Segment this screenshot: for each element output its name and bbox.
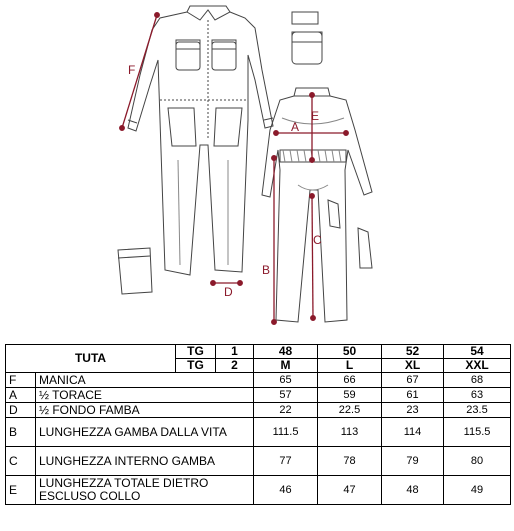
size-cell: 52 bbox=[382, 345, 444, 359]
table-row bbox=[6, 403, 511, 418]
size-cell: L bbox=[318, 359, 382, 373]
row-name: LUNGHEZZA GAMBA DALLA VITA bbox=[36, 418, 254, 447]
table-row bbox=[6, 388, 511, 403]
row-value: 22 bbox=[254, 403, 318, 418]
row-value: 115.5 bbox=[444, 418, 511, 447]
row-name: LUNGHEZZA INTERNO GAMBA bbox=[36, 447, 254, 476]
row-name: ½ TORACE bbox=[36, 388, 254, 403]
row-name: MANICA bbox=[36, 373, 254, 388]
size-index: 1 bbox=[216, 345, 254, 359]
row-code: F bbox=[6, 373, 36, 388]
row-value: 46 bbox=[254, 476, 318, 505]
back-coverall-sketch bbox=[262, 88, 372, 322]
size-label: TG bbox=[176, 345, 216, 359]
dimension-label-c: C bbox=[313, 233, 322, 247]
row-name: ½ FONDO FAMBA bbox=[36, 403, 254, 418]
row-value: 23.5 bbox=[444, 403, 511, 418]
row-value: 22.5 bbox=[318, 403, 382, 418]
side-pocket-detail bbox=[118, 248, 152, 294]
row-value: 67 bbox=[382, 373, 444, 388]
dimension-label-b: B bbox=[262, 263, 271, 277]
leg-pocket-detail bbox=[358, 228, 372, 268]
row-code: B bbox=[6, 418, 36, 447]
row-code: C bbox=[6, 447, 36, 476]
row-value: 59 bbox=[318, 388, 382, 403]
table-row bbox=[6, 476, 511, 505]
row-code: D bbox=[6, 403, 36, 418]
row-value: 111.5 bbox=[254, 418, 318, 447]
size-cell: XL bbox=[382, 359, 444, 373]
size-header-row-1 bbox=[6, 345, 511, 359]
dimension-label-d: D bbox=[224, 285, 233, 299]
row-code: A bbox=[6, 388, 36, 403]
flap-pocket-detail bbox=[292, 32, 322, 64]
row-name: LUNGHEZZA TOTALE DIETRO ESCLUSO COLLO bbox=[36, 476, 254, 505]
row-value: 63 bbox=[444, 388, 511, 403]
row-value: 77 bbox=[254, 447, 318, 476]
knee-patch-detail bbox=[328, 200, 340, 228]
row-value: 79 bbox=[382, 447, 444, 476]
row-value: 49 bbox=[444, 476, 511, 505]
size-index: 2 bbox=[216, 359, 254, 373]
size-cell: 50 bbox=[318, 345, 382, 359]
table-row bbox=[6, 447, 511, 476]
row-value: 68 bbox=[444, 373, 511, 388]
row-value: 47 bbox=[318, 476, 382, 505]
row-value: 78 bbox=[318, 447, 382, 476]
row-value: 114 bbox=[382, 418, 444, 447]
row-value: 113 bbox=[318, 418, 382, 447]
row-value: 48 bbox=[382, 476, 444, 505]
row-value: 66 bbox=[318, 373, 382, 388]
table-title: TUTA bbox=[6, 345, 176, 373]
label-detail bbox=[292, 12, 318, 24]
table-row bbox=[6, 373, 511, 388]
dimension-label-e: E bbox=[311, 109, 320, 123]
row-value: 80 bbox=[444, 447, 511, 476]
size-label: TG bbox=[176, 359, 216, 373]
row-value: 65 bbox=[254, 373, 318, 388]
row-value: 57 bbox=[254, 388, 318, 403]
row-value: 23 bbox=[382, 403, 444, 418]
row-value: 61 bbox=[382, 388, 444, 403]
size-cell: 48 bbox=[254, 345, 318, 359]
size-cell: XXL bbox=[444, 359, 511, 373]
table-row bbox=[6, 418, 511, 447]
row-code: E bbox=[6, 476, 36, 505]
size-cell: 54 bbox=[444, 345, 511, 359]
front-coverall-sketch bbox=[128, 6, 273, 275]
size-chart-table bbox=[5, 344, 511, 505]
size-cell: M bbox=[254, 359, 318, 373]
dimension-label-a: A bbox=[291, 120, 300, 134]
dimension-label-f: F bbox=[128, 63, 136, 77]
